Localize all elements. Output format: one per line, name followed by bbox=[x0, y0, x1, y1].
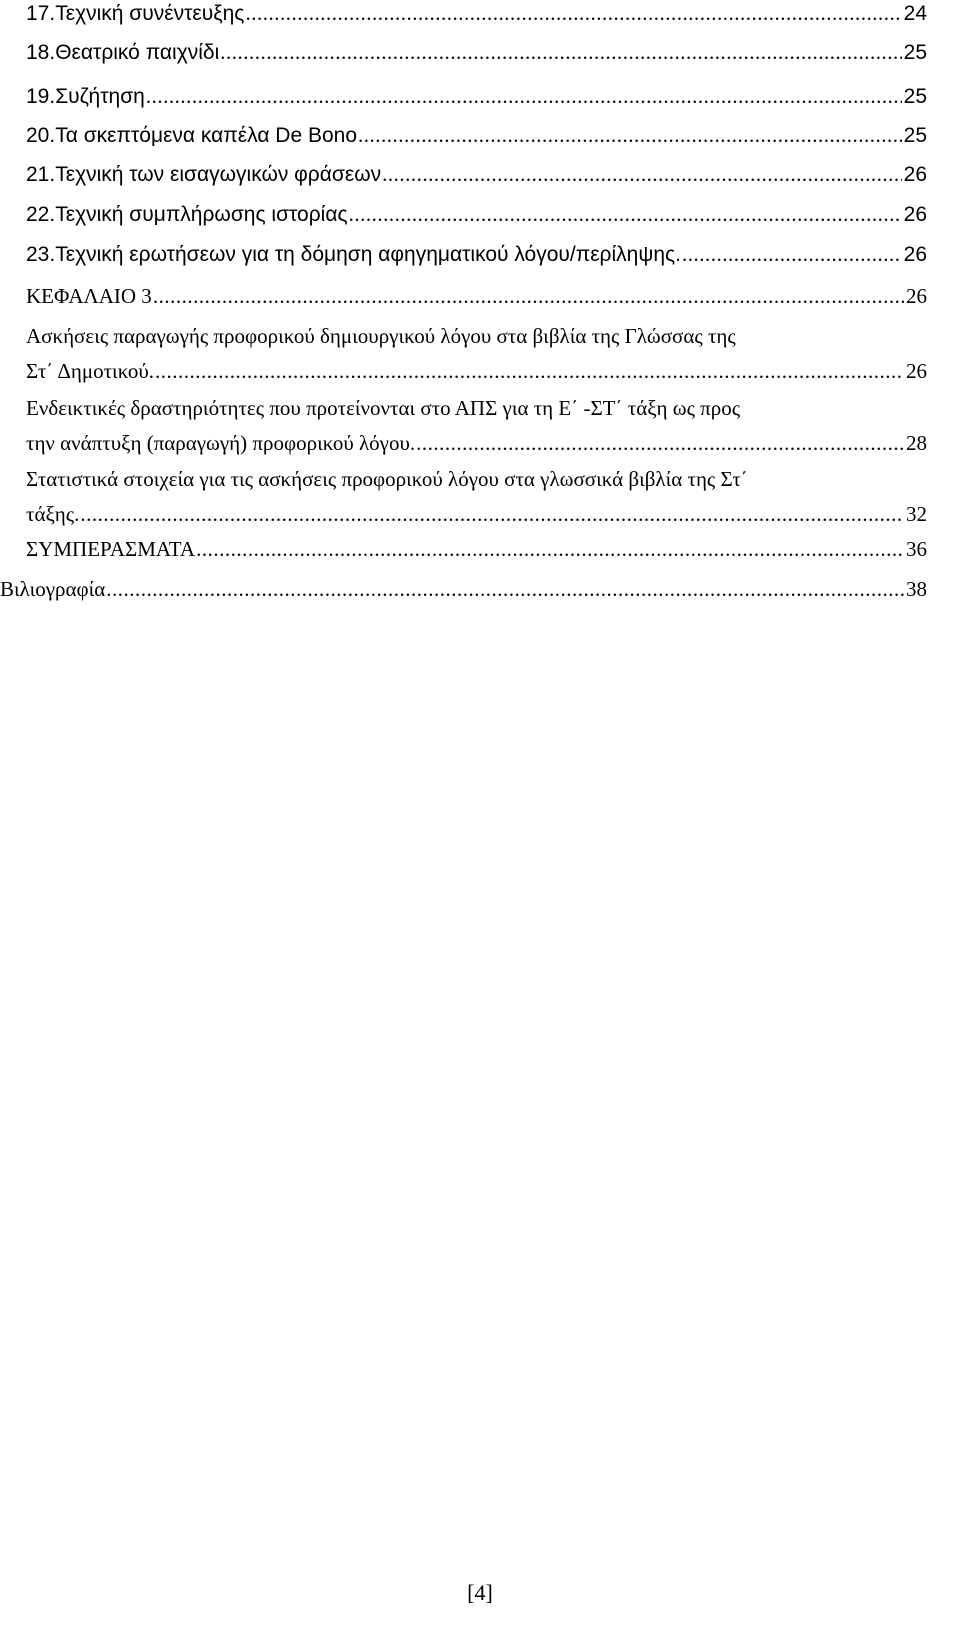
dot-leader bbox=[220, 35, 901, 70]
toc-entry-18[interactable] bbox=[26, 35, 927, 70]
toc-entry-title: 18.Θεατρικό παιχνίδι bbox=[26, 41, 220, 64]
toc-entry-chapter-3[interactable] bbox=[26, 279, 927, 314]
toc-entry-title: την ανάπτυξη (παραγωγή) προφορικού λόγου. bbox=[26, 431, 416, 455]
toc-entry-21[interactable] bbox=[26, 157, 927, 192]
toc-entry-20[interactable] bbox=[26, 118, 927, 153]
toc-entry-page: 25 bbox=[903, 41, 927, 64]
dot-leader bbox=[349, 197, 902, 232]
toc-entry-title: 17.Τεχνική συνέντευξης bbox=[26, 2, 245, 25]
dot-leader bbox=[146, 79, 902, 114]
toc-entry-title: ΚΕΦΑΛΑΙΟ 3 bbox=[26, 284, 152, 308]
dot-leader bbox=[416, 426, 904, 461]
toc-entry-page: 25 bbox=[903, 124, 927, 147]
toc-entry-page: 28 bbox=[906, 431, 927, 455]
dot-leader bbox=[196, 532, 904, 567]
toc-entry-conclusions[interactable] bbox=[26, 532, 927, 567]
toc-entry-page: 26 bbox=[903, 163, 927, 186]
dot-leader bbox=[382, 157, 902, 192]
toc-entry-page: 26 bbox=[903, 243, 927, 266]
toc-entry-page: 36 bbox=[906, 537, 927, 561]
page-number: [4] bbox=[467, 1580, 493, 1605]
toc-entry-page: 25 bbox=[903, 85, 927, 108]
toc-entry-title: 23.Τεχνική ερωτήσεων για τη δόμηση αφηγηματικού λόγου/περίληψης. bbox=[26, 243, 681, 266]
toc-entry-title-line: Ενδεικτικές δραστηριότητες που προτείνονται στο ΑΠΣ για τη Ε΄ -ΣΤ΄ τάξη ως προς bbox=[26, 396, 741, 420]
toc-entry-title: Στ΄ Δημοτικού. bbox=[26, 359, 154, 383]
dot-leader bbox=[153, 279, 904, 314]
toc-entry-page: 38 bbox=[906, 577, 927, 601]
toc-entry-bibliography[interactable] bbox=[0, 572, 927, 607]
toc-entry-title: ΣΥΜΠΕΡΑΣΜΑΤΑ bbox=[26, 537, 196, 561]
toc-entry-page: 26 bbox=[906, 359, 927, 383]
dot-leader bbox=[80, 497, 904, 532]
toc-entry-title-line: Ασκήσεις παραγωγής προφορικού δημιουργικού λόγου στα βιβλία της Γλώσσας της bbox=[26, 324, 736, 348]
toc-entry-title: 19.Συζήτηση bbox=[26, 85, 145, 108]
toc-entry-page: 26 bbox=[906, 284, 927, 308]
dot-leader bbox=[155, 354, 904, 389]
dot-leader bbox=[358, 118, 902, 153]
toc-entry-title: 22.Τεχνική συμπλήρωσης ιστορίας bbox=[26, 203, 348, 226]
dot-leader bbox=[245, 0, 901, 31]
toc-entry-statistics[interactable] bbox=[26, 462, 927, 532]
toc-entry-page: 24 bbox=[903, 2, 927, 25]
toc-entry-22[interactable] bbox=[26, 197, 927, 232]
toc-entry-title: 21.Τεχνική των εισαγωγικών φράσεων bbox=[26, 163, 382, 186]
toc-entry-title: 20.Τα σκεπτόμενα καπέλα De Bono bbox=[26, 124, 358, 147]
toc-entry-19[interactable] bbox=[26, 79, 927, 114]
toc-entry-title: Βιλιογραφία bbox=[0, 577, 106, 601]
toc-entry-activities[interactable] bbox=[26, 391, 927, 461]
toc-entry-page: 26 bbox=[903, 203, 927, 226]
toc-entry-title: τάξης. bbox=[26, 502, 80, 526]
dot-leader bbox=[682, 237, 902, 272]
toc-entry-23[interactable] bbox=[26, 237, 927, 272]
toc-entry-page: 32 bbox=[906, 502, 927, 526]
dot-leader bbox=[106, 572, 904, 607]
toc-entry-17[interactable] bbox=[26, 0, 927, 31]
toc-entry-exercises[interactable] bbox=[26, 319, 927, 389]
toc-entry-title-line: Στατιστικά στοιχεία για τις ασκήσεις προφορικού λόγου στα γλωσσικά βιβλία της Στ΄ bbox=[26, 467, 748, 491]
